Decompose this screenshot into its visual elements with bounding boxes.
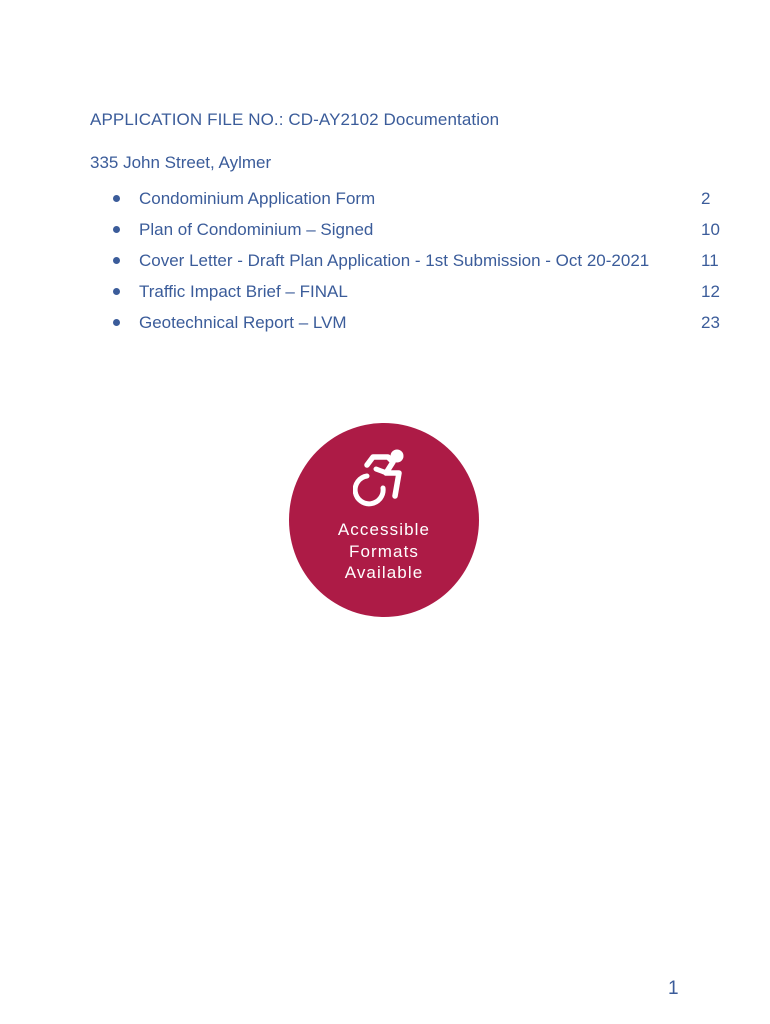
toc-item-page: 11 xyxy=(701,251,719,270)
toc-item-label: Plan of Condominium – Signed xyxy=(139,219,374,239)
toc-item-label: Traffic Impact Brief – FINAL xyxy=(139,281,348,301)
bullet-icon xyxy=(113,226,120,233)
toc-item[interactable] xyxy=(110,214,730,245)
badge-text-line: Available xyxy=(344,563,424,582)
toc-item-label: Geotechnical Report – LVM xyxy=(139,312,347,332)
bullet-icon xyxy=(113,288,120,295)
badge-text-line: Formats xyxy=(348,541,420,561)
document-address: 335 John Street, Aylmer xyxy=(90,153,272,172)
toc-item-page: 23 xyxy=(701,313,720,332)
toc-item[interactable] xyxy=(110,245,730,276)
toc-item-label: Cover Letter - Draft Plan Application - 1st Submission - Oct 20-2021 xyxy=(139,250,650,270)
toc-item-page: 10 xyxy=(701,220,720,239)
toc-item[interactable] xyxy=(110,183,730,214)
accessible-formats-badge xyxy=(289,423,479,617)
bullet-icon xyxy=(113,195,120,202)
document-title: APPLICATION FILE NO.: CD-AY2102 Documentation xyxy=(90,110,500,129)
toc-item-page: 12 xyxy=(701,282,720,301)
bullet-icon xyxy=(113,257,120,264)
bullet-icon xyxy=(113,319,120,326)
toc-item-page: 2 xyxy=(701,189,711,208)
page-number: 1 xyxy=(668,978,679,999)
badge-text-line: Accessible xyxy=(337,520,431,539)
toc-item-label: Condominium Application Form xyxy=(139,188,376,208)
toc-item[interactable] xyxy=(110,307,730,338)
badge-text xyxy=(289,519,479,584)
accessible-wheelchair-icon xyxy=(353,448,411,510)
table-of-contents xyxy=(110,183,730,338)
toc-item[interactable] xyxy=(110,276,730,307)
